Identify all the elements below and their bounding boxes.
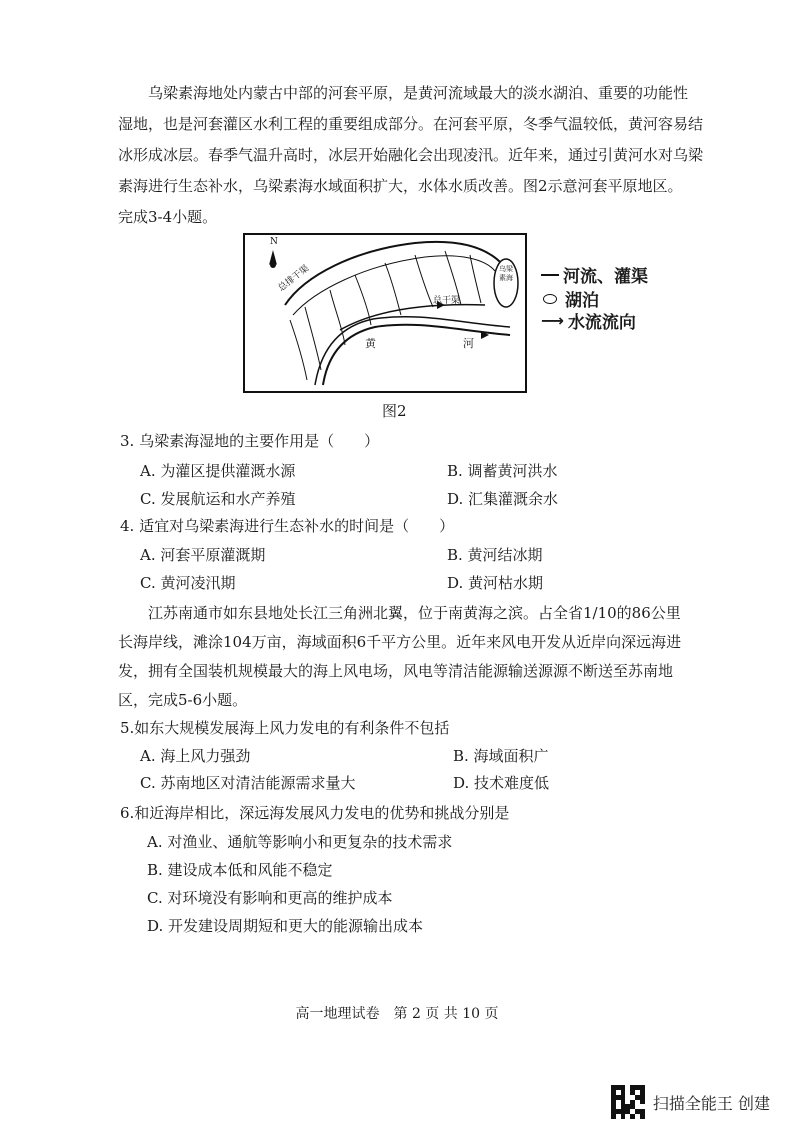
scanner-brand-label: 扫描全能王 创建 <box>652 1093 770 1113</box>
question-3-option-b: B. 调蓄黄河洪水 <box>447 462 558 480</box>
yellow-river-label-2: 河 <box>463 337 474 350</box>
question-4-option-d: D. 黄河枯水期 <box>447 574 544 592</box>
legend-lake-label: 湖泊 <box>565 291 599 311</box>
question-4-option-a: A. 河套平原灌溉期 <box>140 546 266 564</box>
figure-caption: 图2 <box>382 402 407 420</box>
line-icon <box>541 274 559 276</box>
lake-label: 乌梁素海 <box>499 265 513 282</box>
yellow-river-label-1: 黄 <box>365 337 376 350</box>
page-footer: 高一地理试卷 第 2 页 共 10 页 <box>295 1006 499 1022</box>
legend-river-canal <box>541 262 648 287</box>
passage-1-line: 完成3-4小题。 <box>118 208 218 226</box>
question-5-option-d: D. 技术难度低 <box>453 774 550 792</box>
question-4-stem: 4. 适宜对乌梁素海进行生态补水的时间是（ ） <box>120 517 455 535</box>
passage-2-line: 长海岸线，滩涂104万亩，海域面积6千平方公里。近年来风电开发从近岸向深远海进 <box>118 633 682 651</box>
legend-river-canal-label: 河流、灌渠 <box>563 267 648 287</box>
north-label: N <box>270 237 278 247</box>
scanner-watermark <box>611 1085 770 1119</box>
passage-1-line: 乌梁素海地处内蒙古中部的河套平原，是黄河流域最大的淡水湖泊、重要的功能性 <box>148 84 689 102</box>
qr-code-icon <box>611 1085 645 1119</box>
general-drainage-canal-label: 总排干渠 <box>276 263 312 294</box>
map-drawing <box>245 235 525 391</box>
passage-1-line: 素海进行生态补水，乌梁素海水域面积扩大，水体水质改善。图2示意河套平原地区。 <box>118 177 683 195</box>
legend-flow-direction <box>541 308 636 333</box>
legend-flow-direction-label: 水流流向 <box>567 313 636 333</box>
question-4-option-b: B. 黄河结冰期 <box>447 546 543 564</box>
question-5-option-c: C. 苏南地区对清洁能源需求量大 <box>140 774 356 792</box>
hetao-plain-map <box>243 233 527 393</box>
passage-1-line: 湿地，也是河套灌区水利工程的重要组成部分。在河套平原，冬季气温较低，黄河容易结 <box>118 115 704 133</box>
question-3-stem: 3. 乌梁素海湿地的主要作用是（ ） <box>120 432 380 450</box>
question-5-option-b: B. 海域面积广 <box>453 747 549 765</box>
main-canal-label: 总干渠 <box>433 296 461 306</box>
question-3-option-a: A. 为灌区提供灌溉水源 <box>140 462 296 480</box>
question-5-stem: 5.如东大规模发展海上风力发电的有利条件不包括 <box>120 719 450 737</box>
north-arrow-icon <box>269 250 277 268</box>
passage-2-line: 江苏南通市如东县地处长江三角洲北翼，位于南黄海之滨。占全省1/10的86公里 <box>148 604 681 622</box>
passage-1-line: 冰形成冰层。春季气温升高时，冰层开始融化会出现凌汛。近年来，通过引黄河水对乌梁 <box>118 146 704 164</box>
passage-2-line: 发，拥有全国装机规模最大的海上风电场，风电等清洁能源输送源源不断送至苏南地 <box>118 662 674 680</box>
question-3-option-c: C. 发展航运和水产养殖 <box>140 490 296 508</box>
question-6-option-d: D. 开发建设周期短和更大的能源输出成本 <box>147 917 424 935</box>
question-5-option-a: A. 海上风力强劲 <box>140 747 251 765</box>
passage-1 <box>118 78 708 233</box>
ellipse-icon <box>543 294 557 304</box>
arrow-right-icon: ⟶ <box>541 310 564 330</box>
question-6-stem: 6.和近海岸相比，深远海发展风力发电的优势和挑战分别是 <box>120 804 510 822</box>
passage-2-line: 区，完成5-6小题。 <box>118 691 248 709</box>
question-4-option-c: C. 黄河凌汛期 <box>140 574 236 592</box>
question-6-option-a: A. 对渔业、通航等影响小和更复杂的技术需求 <box>147 833 453 851</box>
question-6-option-b: B. 建设成本低和风能不稳定 <box>147 861 333 879</box>
passage-2 <box>118 599 708 715</box>
question-3-option-d: D. 汇集灌溉余水 <box>447 490 559 508</box>
question-6-option-c: C. 对环境没有影响和更高的维护成本 <box>147 889 393 907</box>
